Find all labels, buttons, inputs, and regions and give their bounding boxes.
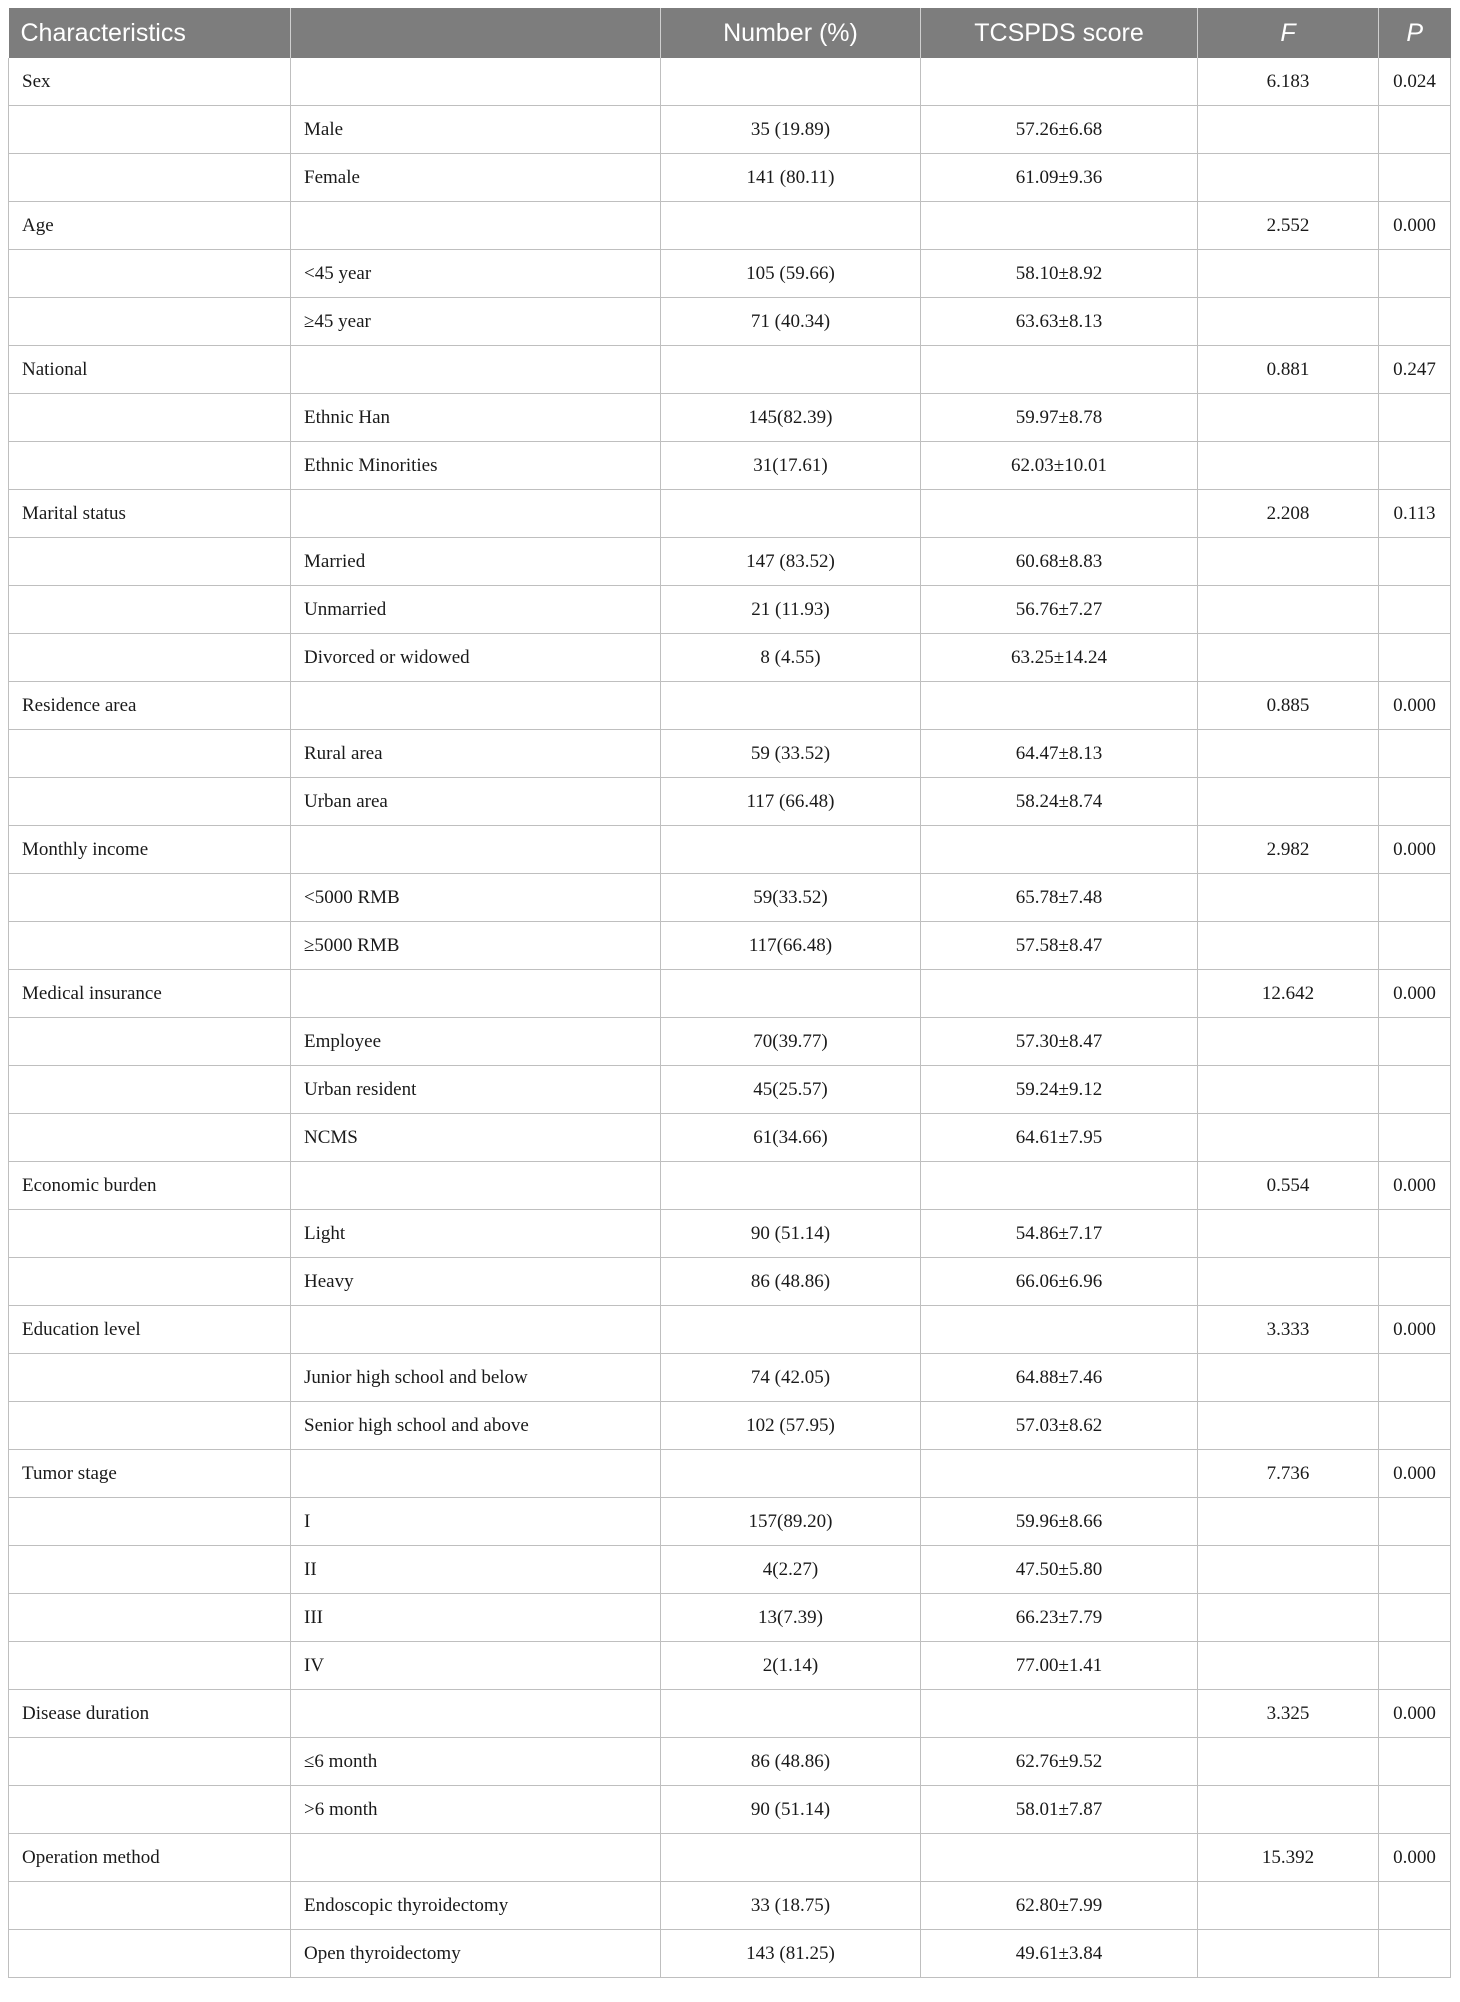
empty-cell: [921, 970, 1198, 1018]
empty-cell: [1379, 778, 1451, 826]
empty-cell: [1198, 298, 1379, 346]
p-value: 0.000: [1379, 1834, 1451, 1882]
empty-cell: [9, 1114, 291, 1162]
empty-cell: [1198, 922, 1379, 970]
empty-cell: [291, 1450, 661, 1498]
empty-cell: [1379, 1882, 1451, 1930]
tcspds-score: 61.09±9.36: [921, 154, 1198, 202]
table-row: [9, 1642, 1451, 1690]
subcategory-label: Married: [291, 538, 661, 586]
empty-cell: [1379, 1210, 1451, 1258]
empty-cell: [1198, 394, 1379, 442]
subcategory-label: Senior high school and above: [291, 1402, 661, 1450]
empty-cell: [1379, 1786, 1451, 1834]
tcspds-score: 63.63±8.13: [921, 298, 1198, 346]
table-row: [9, 1594, 1451, 1642]
empty-cell: [1198, 1114, 1379, 1162]
empty-cell: [291, 490, 661, 538]
subcategory-label: Heavy: [291, 1258, 661, 1306]
empty-cell: [9, 1546, 291, 1594]
p-value: 0.113: [1379, 490, 1451, 538]
group-row: [9, 58, 1451, 106]
empty-cell: [1198, 634, 1379, 682]
empty-cell: [1379, 1402, 1451, 1450]
empty-cell: [9, 106, 291, 154]
empty-cell: [661, 1306, 921, 1354]
group-row: [9, 1690, 1451, 1738]
empty-cell: [291, 58, 661, 106]
table-row: [9, 922, 1451, 970]
tcspds-score: 64.61±7.95: [921, 1114, 1198, 1162]
empty-cell: [9, 1594, 291, 1642]
empty-cell: [9, 298, 291, 346]
table-row: [9, 874, 1451, 922]
f-value: 12.642: [1198, 970, 1379, 1018]
empty-cell: [1198, 1738, 1379, 1786]
p-value: 0.000: [1379, 682, 1451, 730]
empty-cell: [1198, 778, 1379, 826]
subcategory-label: Female: [291, 154, 661, 202]
group-row: [9, 1162, 1451, 1210]
empty-cell: [9, 586, 291, 634]
header-tcspds-score: TCSPDS score: [921, 8, 1198, 58]
empty-cell: [1379, 1930, 1451, 1978]
empty-cell: [661, 826, 921, 874]
subcategory-label: ≥45 year: [291, 298, 661, 346]
empty-cell: [9, 1018, 291, 1066]
group-name: Tumor stage: [9, 1450, 291, 1498]
empty-cell: [1198, 1210, 1379, 1258]
p-value: 0.000: [1379, 970, 1451, 1018]
empty-cell: [291, 826, 661, 874]
empty-cell: [291, 202, 661, 250]
empty-cell: [291, 682, 661, 730]
p-value: 0.000: [1379, 1450, 1451, 1498]
empty-cell: [9, 538, 291, 586]
number-percent: 117(66.48): [661, 922, 921, 970]
empty-cell: [9, 1642, 291, 1690]
empty-cell: [9, 1882, 291, 1930]
empty-cell: [1379, 538, 1451, 586]
number-percent: 105 (59.66): [661, 250, 921, 298]
group-row: [9, 1306, 1451, 1354]
p-value: 0.024: [1379, 58, 1451, 106]
empty-cell: [1379, 1018, 1451, 1066]
group-name: Disease duration: [9, 1690, 291, 1738]
tcspds-score: 66.23±7.79: [921, 1594, 1198, 1642]
tcspds-score: 64.88±7.46: [921, 1354, 1198, 1402]
number-percent: 143 (81.25): [661, 1930, 921, 1978]
table-body: [9, 58, 1451, 1978]
empty-cell: [291, 970, 661, 1018]
table-row: [9, 538, 1451, 586]
tcspds-score: 57.03±8.62: [921, 1402, 1198, 1450]
empty-cell: [1198, 874, 1379, 922]
tcspds-score: 59.96±8.66: [921, 1498, 1198, 1546]
table-row: [9, 730, 1451, 778]
empty-cell: [661, 490, 921, 538]
empty-cell: [921, 1834, 1198, 1882]
empty-cell: [9, 1930, 291, 1978]
group-row: [9, 490, 1451, 538]
empty-cell: [921, 202, 1198, 250]
f-value: 2.982: [1198, 826, 1379, 874]
empty-cell: [661, 1162, 921, 1210]
table-row: [9, 1738, 1451, 1786]
table-row: [9, 1258, 1451, 1306]
empty-cell: [1379, 1546, 1451, 1594]
subcategory-label: >6 month: [291, 1786, 661, 1834]
tcspds-score: 62.76±9.52: [921, 1738, 1198, 1786]
empty-cell: [9, 1498, 291, 1546]
number-percent: 21 (11.93): [661, 586, 921, 634]
empty-cell: [1198, 1258, 1379, 1306]
number-percent: 157(89.20): [661, 1498, 921, 1546]
group-name: Medical insurance: [9, 970, 291, 1018]
tcspds-score: 58.10±8.92: [921, 250, 1198, 298]
f-value: 6.183: [1198, 58, 1379, 106]
table-row: [9, 634, 1451, 682]
empty-cell: [9, 1786, 291, 1834]
empty-cell: [9, 1354, 291, 1402]
group-name: National: [9, 346, 291, 394]
p-value: 0.000: [1379, 202, 1451, 250]
p-value: 0.247: [1379, 346, 1451, 394]
empty-cell: [1198, 1402, 1379, 1450]
empty-cell: [661, 1690, 921, 1738]
empty-cell: [661, 682, 921, 730]
subcategory-label: Unmarried: [291, 586, 661, 634]
tcspds-score: 58.24±8.74: [921, 778, 1198, 826]
group-name: Residence area: [9, 682, 291, 730]
empty-cell: [9, 154, 291, 202]
subcategory-label: Ethnic Minorities: [291, 442, 661, 490]
empty-cell: [1198, 250, 1379, 298]
empty-cell: [1379, 1738, 1451, 1786]
empty-cell: [661, 1834, 921, 1882]
empty-cell: [1198, 154, 1379, 202]
header-p: P: [1379, 8, 1451, 58]
empty-cell: [9, 394, 291, 442]
empty-cell: [1379, 394, 1451, 442]
empty-cell: [1198, 730, 1379, 778]
subcategory-label: II: [291, 1546, 661, 1594]
empty-cell: [1198, 1642, 1379, 1690]
f-value: 0.881: [1198, 346, 1379, 394]
empty-cell: [9, 778, 291, 826]
group-row: [9, 1450, 1451, 1498]
subcategory-label: Light: [291, 1210, 661, 1258]
number-percent: 90 (51.14): [661, 1210, 921, 1258]
number-percent: 86 (48.86): [661, 1738, 921, 1786]
number-percent: 86 (48.86): [661, 1258, 921, 1306]
empty-cell: [291, 346, 661, 394]
header-characteristics: Characteristics: [9, 8, 291, 58]
empty-cell: [661, 202, 921, 250]
empty-cell: [1379, 586, 1451, 634]
empty-cell: [1198, 1786, 1379, 1834]
f-value: 15.392: [1198, 1834, 1379, 1882]
group-name: Marital status: [9, 490, 291, 538]
header-f: F: [1198, 8, 1379, 58]
subcategory-label: III: [291, 1594, 661, 1642]
empty-cell: [291, 1162, 661, 1210]
table-row: [9, 1066, 1451, 1114]
number-percent: 61(34.66): [661, 1114, 921, 1162]
group-name: Economic burden: [9, 1162, 291, 1210]
subcategory-label: Male: [291, 106, 661, 154]
empty-cell: [9, 1402, 291, 1450]
number-percent: 4(2.27): [661, 1546, 921, 1594]
empty-cell: [921, 826, 1198, 874]
empty-cell: [9, 1210, 291, 1258]
tcspds-score: 47.50±5.80: [921, 1546, 1198, 1594]
empty-cell: [9, 1066, 291, 1114]
empty-cell: [921, 682, 1198, 730]
table-row: [9, 778, 1451, 826]
table-row: [9, 1402, 1451, 1450]
group-name: Operation method: [9, 1834, 291, 1882]
table-row: [9, 1018, 1451, 1066]
empty-cell: [9, 442, 291, 490]
empty-cell: [1379, 1354, 1451, 1402]
empty-cell: [1379, 298, 1451, 346]
empty-cell: [1198, 442, 1379, 490]
f-value: 2.208: [1198, 490, 1379, 538]
table-row: [9, 1930, 1451, 1978]
number-percent: 117 (66.48): [661, 778, 921, 826]
empty-cell: [1379, 922, 1451, 970]
subcategory-label: Endoscopic thyroidectomy: [291, 1882, 661, 1930]
empty-cell: [9, 922, 291, 970]
characteristics-table: [8, 8, 1451, 1978]
number-percent: 141 (80.11): [661, 154, 921, 202]
tcspds-score: 56.76±7.27: [921, 586, 1198, 634]
empty-cell: [1198, 538, 1379, 586]
empty-cell: [1379, 106, 1451, 154]
empty-cell: [9, 730, 291, 778]
empty-cell: [921, 58, 1198, 106]
subcategory-label: <45 year: [291, 250, 661, 298]
empty-cell: [1379, 250, 1451, 298]
empty-cell: [1198, 1354, 1379, 1402]
subcategory-label: Rural area: [291, 730, 661, 778]
number-percent: 13(7.39): [661, 1594, 921, 1642]
table-row: [9, 1546, 1451, 1594]
f-value: 3.333: [1198, 1306, 1379, 1354]
empty-cell: [9, 250, 291, 298]
subcategory-label: Employee: [291, 1018, 661, 1066]
group-row: [9, 970, 1451, 1018]
empty-cell: [1379, 634, 1451, 682]
tcspds-score: 77.00±1.41: [921, 1642, 1198, 1690]
number-percent: 90 (51.14): [661, 1786, 921, 1834]
tcspds-score: 60.68±8.83: [921, 538, 1198, 586]
number-percent: 71 (40.34): [661, 298, 921, 346]
empty-cell: [921, 1306, 1198, 1354]
tcspds-score: 62.80±7.99: [921, 1882, 1198, 1930]
empty-cell: [921, 1450, 1198, 1498]
f-value: 7.736: [1198, 1450, 1379, 1498]
empty-cell: [1379, 1066, 1451, 1114]
header-number: Number (%): [661, 8, 921, 58]
number-percent: 102 (57.95): [661, 1402, 921, 1450]
empty-cell: [1379, 874, 1451, 922]
empty-cell: [661, 1450, 921, 1498]
p-value: 0.000: [1379, 826, 1451, 874]
number-percent: 31(17.61): [661, 442, 921, 490]
empty-cell: [1379, 1258, 1451, 1306]
subcategory-label: <5000 RMB: [291, 874, 661, 922]
empty-cell: [661, 346, 921, 394]
empty-cell: [921, 346, 1198, 394]
tcspds-score: 49.61±3.84: [921, 1930, 1198, 1978]
group-row: [9, 1834, 1451, 1882]
tcspds-score: 63.25±14.24: [921, 634, 1198, 682]
empty-cell: [9, 634, 291, 682]
empty-cell: [1198, 1882, 1379, 1930]
group-row: [9, 826, 1451, 874]
subcategory-label: IV: [291, 1642, 661, 1690]
subcategory-label: I: [291, 1498, 661, 1546]
subcategory-label: Open thyroidectomy: [291, 1930, 661, 1978]
empty-cell: [291, 1834, 661, 1882]
empty-cell: [1198, 1930, 1379, 1978]
subcategory-label: ≥5000 RMB: [291, 922, 661, 970]
empty-cell: [9, 1738, 291, 1786]
table-row: [9, 250, 1451, 298]
tcspds-score: 57.30±8.47: [921, 1018, 1198, 1066]
empty-cell: [1198, 1546, 1379, 1594]
f-value: 0.554: [1198, 1162, 1379, 1210]
number-percent: 59(33.52): [661, 874, 921, 922]
tcspds-score: 66.06±6.96: [921, 1258, 1198, 1306]
group-row: [9, 202, 1451, 250]
table-row: [9, 1786, 1451, 1834]
table-row: [9, 1114, 1451, 1162]
empty-cell: [291, 1690, 661, 1738]
group-name: Age: [9, 202, 291, 250]
number-percent: 70(39.77): [661, 1018, 921, 1066]
empty-cell: [1379, 730, 1451, 778]
table-row: [9, 298, 1451, 346]
number-percent: 45(25.57): [661, 1066, 921, 1114]
table-row: [9, 1882, 1451, 1930]
empty-cell: [661, 58, 921, 106]
tcspds-score: 64.47±8.13: [921, 730, 1198, 778]
number-percent: 2(1.14): [661, 1642, 921, 1690]
tcspds-score: 62.03±10.01: [921, 442, 1198, 490]
empty-cell: [1379, 154, 1451, 202]
tcspds-score: 59.97±8.78: [921, 394, 1198, 442]
empty-cell: [1379, 1498, 1451, 1546]
group-row: [9, 346, 1451, 394]
number-percent: 33 (18.75): [661, 1882, 921, 1930]
f-value: 0.885: [1198, 682, 1379, 730]
empty-cell: [291, 1306, 661, 1354]
group-row: [9, 682, 1451, 730]
subcategory-label: ≤6 month: [291, 1738, 661, 1786]
empty-cell: [1379, 442, 1451, 490]
table-row: [9, 154, 1451, 202]
empty-cell: [1198, 1066, 1379, 1114]
table-header-row: [9, 8, 1451, 58]
p-value: 0.000: [1379, 1690, 1451, 1738]
empty-cell: [1379, 1594, 1451, 1642]
tcspds-score: 59.24±9.12: [921, 1066, 1198, 1114]
subcategory-label: Divorced or widowed: [291, 634, 661, 682]
p-value: 0.000: [1379, 1162, 1451, 1210]
number-percent: 59 (33.52): [661, 730, 921, 778]
header-subcategory: [291, 8, 661, 58]
table-container: [8, 8, 1450, 1978]
number-percent: 35 (19.89): [661, 106, 921, 154]
empty-cell: [661, 970, 921, 1018]
subcategory-label: Urban area: [291, 778, 661, 826]
number-percent: 145(82.39): [661, 394, 921, 442]
empty-cell: [1379, 1642, 1451, 1690]
f-value: 3.325: [1198, 1690, 1379, 1738]
tcspds-score: 58.01±7.87: [921, 1786, 1198, 1834]
empty-cell: [1379, 1114, 1451, 1162]
number-percent: 74 (42.05): [661, 1354, 921, 1402]
table-row: [9, 586, 1451, 634]
subcategory-label: Urban resident: [291, 1066, 661, 1114]
group-name: Sex: [9, 58, 291, 106]
tcspds-score: 65.78±7.48: [921, 874, 1198, 922]
table-row: [9, 1210, 1451, 1258]
p-value: 0.000: [1379, 1306, 1451, 1354]
empty-cell: [1198, 1018, 1379, 1066]
empty-cell: [921, 490, 1198, 538]
empty-cell: [921, 1162, 1198, 1210]
table-row: [9, 442, 1451, 490]
tcspds-score: 54.86±7.17: [921, 1210, 1198, 1258]
group-name: Monthly income: [9, 826, 291, 874]
table-row: [9, 394, 1451, 442]
empty-cell: [1198, 106, 1379, 154]
empty-cell: [1198, 1498, 1379, 1546]
subcategory-label: Junior high school and below: [291, 1354, 661, 1402]
empty-cell: [921, 1690, 1198, 1738]
number-percent: 8 (4.55): [661, 634, 921, 682]
table-row: [9, 1498, 1451, 1546]
f-value: 2.552: [1198, 202, 1379, 250]
table-row: [9, 1354, 1451, 1402]
table-row: [9, 106, 1451, 154]
empty-cell: [9, 1258, 291, 1306]
group-name: Education level: [9, 1306, 291, 1354]
empty-cell: [9, 874, 291, 922]
subcategory-label: Ethnic Han: [291, 394, 661, 442]
tcspds-score: 57.58±8.47: [921, 922, 1198, 970]
number-percent: 147 (83.52): [661, 538, 921, 586]
empty-cell: [1198, 586, 1379, 634]
empty-cell: [1198, 1594, 1379, 1642]
subcategory-label: NCMS: [291, 1114, 661, 1162]
tcspds-score: 57.26±6.68: [921, 106, 1198, 154]
